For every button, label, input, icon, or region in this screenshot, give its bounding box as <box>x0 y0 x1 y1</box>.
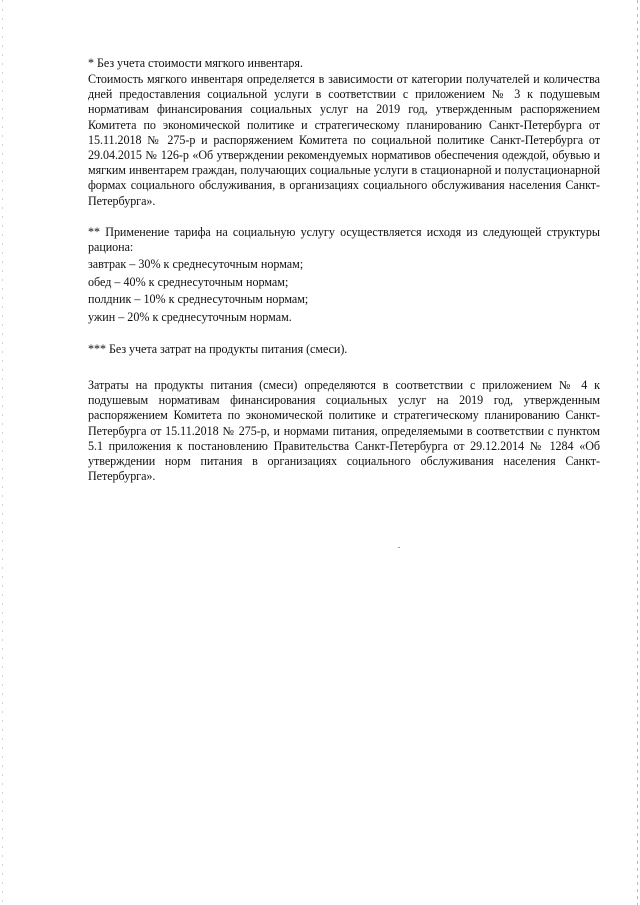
scan-edge-right <box>637 0 638 905</box>
list-item: ужин – 20% к среднесуточным нормам. <box>88 309 292 324</box>
footnote-soft-inventory: * Без учета стоимости мягкого инвентаря. <box>88 56 303 70</box>
diet-structure-list <box>88 256 600 326</box>
footnote-food-costs: *** Без учета затрат на продукты питания (смеси). <box>88 342 348 356</box>
list-item: обед – 40% к среднесуточным нормам; <box>88 274 289 289</box>
paragraph-food-costs: Затраты на продукты питания (смеси) определяются в соответствии с приложением № 4 к подушевым нормативам финансирования социальных услуг на 2019 год, утвержденным распоряжением Комитета по экономической политике и стратегическому планированию Санкт-Петербурга от 15.11.2018 № 275-р, и нормами питания, определяемыми в соответствии с пунктом 5.1 приложения к постановлению Правительства Санкт-Петербурга от 29.12.2014 № 1284 «Об утверждении норм питания в организациях социального обслуживания населения Санкт-Петербурга». <box>88 378 600 484</box>
list-item: полдник – 10% к среднесуточным нормам; <box>88 292 309 306</box>
scan-speck <box>398 547 400 548</box>
scan-edge-left <box>2 0 3 905</box>
paragraph-soft-inventory-cost: Стоимость мягкого инвентаря определяется в зависимости от категории получателей и количества дней предоставления социальной услуги в соответствии с приложением № 3 к подушевым нормативам финансирования социальных услуг на 2019 год, утвержденным распоряжением Комитета по экономической политике и стратегическому планированию Санкт-Петербурга от 15.11.2018 № 275-р и распоряжением Комитета по социальной политике Санкт-Петербурга от 29.04.2015 № 126-р «Об утверждении рекомендуемых нормативов обеспечения одеждой, обувью и мягким инвентарем граждан, получающих социальные услуги в стационарной и полустационарной формах социального обслуживания, в организациях социального обслуживания населения Санкт-Петербурга». <box>88 72 600 208</box>
footnote-tariff-diet: ** Применение тарифа на социальную услугу осуществляется исходя из следующей структуры рациона: <box>88 225 600 255</box>
list-item: завтрак – 30% к среднесуточным нормам; <box>88 257 304 271</box>
